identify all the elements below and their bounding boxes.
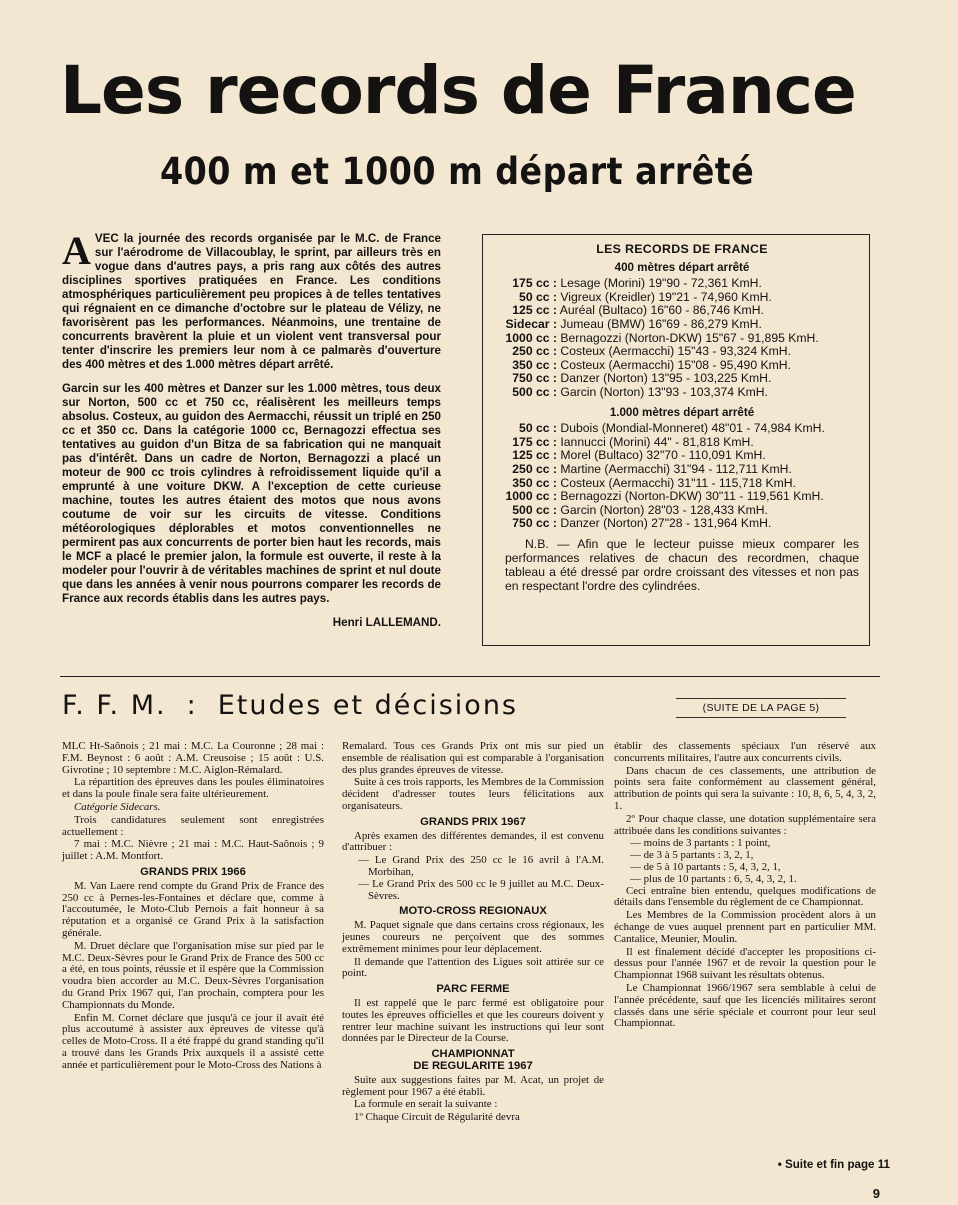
col3-paragraph: Les Membres de la Commission procèdent alors à un échange de vues auquel prennent part en particulier MM. Cantalice, Meunier, Moulin.: [614, 909, 876, 945]
col2-paragraph: Après examen des différentes demandes, il est convenu d'attribuer :: [342, 829, 604, 854]
col2-heading: PARC FERME: [436, 983, 510, 996]
record-category: 750 cc :: [512, 516, 557, 531]
record-entry: [505, 345, 859, 359]
records-list-400: [505, 277, 859, 399]
col2-heading: MOTO-CROSS REGIONAUX: [399, 905, 547, 918]
record-category: 1000 cc :: [505, 330, 557, 345]
record-detail: Auréal (Bultaco) 16"60 - 86,746 KmH.: [559, 303, 764, 318]
record-entry: [505, 386, 859, 400]
col1-subheading: Catégorie Sidecars.: [74, 800, 161, 813]
record-category: 500 cc :: [512, 384, 557, 399]
col2-paragraph: Remalard. Tous ces Grands Prix ont mis sur pied un ensemble de réalisation qui est comparable à l'organisation des plus grandes épreuves de vitesse.: [342, 740, 604, 776]
col2-paragraph: 1º Chaque Circuit de Régularité devra: [354, 1111, 520, 1124]
record-category: 350 cc :: [512, 357, 557, 372]
records-section-1000: 1.000 mètres départ arrêté: [609, 405, 755, 419]
intro-paragraph-1: [62, 228, 441, 372]
record-category: 1000 cc :: [505, 489, 557, 504]
record-category: 50 cc :: [519, 289, 557, 304]
record-entry: [505, 291, 859, 305]
col3-paragraph: 2º Pour chaque classe, une dotation supplémentaire sera attribuée dans les conditions suivantes :: [614, 812, 876, 837]
record-entry: [505, 318, 859, 332]
col2-paragraph: M. Paquet signale que dans certains cross régionaux, les jeunes coureurs ne perçoivent que des sommes extrêmement minimes pour leur déplacement.: [342, 919, 604, 955]
record-category: 50 cc :: [519, 421, 557, 436]
list-item: — moins de 3 partants : 1 point,: [630, 837, 771, 850]
continued-on-label: • Suite et fin page 11: [777, 1158, 890, 1171]
author-signature: Henri LALLEMAND.: [332, 616, 441, 629]
col2-heading: [342, 1049, 604, 1073]
record-category: 125 cc :: [512, 303, 557, 318]
record-entry: [505, 517, 859, 531]
article-column-3: [614, 741, 876, 1031]
record-detail: Costeux (Aermacchi) 31"11 - 115,718 KmH.: [560, 475, 796, 490]
records-table-box: [482, 234, 870, 646]
col3-paragraph: Dans chacun de ces classements, une attribution de points sera faite conformément au classement général, attribution de points qui sera la suivante : 10, 8, 6, 5, 4, 3, 2, 1.: [614, 764, 876, 812]
record-detail: Danzer (Norton) 13"95 - 103,225 KmH.: [560, 371, 772, 386]
col2-paragraph: Suite aux suggestions faites par M. Acat, un projet de règlement pour 1967 a été établi.: [342, 1073, 604, 1098]
record-entry: [505, 277, 859, 291]
records-list-1000: [505, 422, 859, 531]
intro-article: [62, 228, 441, 630]
record-category: 175 cc :: [512, 276, 557, 291]
records-section-400: 400 mètres départ arrêté: [614, 260, 750, 274]
list-item: — Le Grand Prix des 500 cc le 9 juillet au M.C. Deux-Sèvres.: [358, 877, 604, 902]
record-detail: Dubois (Mondial-Monneret) 48"01 - 74,984 KmH.: [560, 421, 825, 436]
record-entry: [505, 477, 859, 491]
page-number: 9: [872, 1186, 880, 1201]
col1-paragraph: MLC Ht-Saônois ; 21 mai : M.C. La Couronne ; 28 mai : F.M. Beynost : 6 août : A.M. Creusoise ; 15 août : U.S. Givrotine ; 10 septembre : M.C. Aiglon-Rémalard.: [62, 740, 324, 776]
list-item: — Le Grand Prix des 250 cc le 16 avril à l'A.M. Morbihan,: [358, 854, 604, 878]
list-item: — plus de 10 partants : 6, 5, 4, 3, 2, 1.: [630, 872, 797, 885]
article-column-2: [342, 741, 604, 1125]
record-detail: Iannucci (Morini) 44" - 81,818 KmH.: [560, 434, 754, 449]
col1-paragraph: 7 mai : M.C. Nièvre ; 21 mai : M.C. Haut-Saônois ; 9 juillet : A.M. Montfort.: [62, 838, 324, 863]
col2-paragraph: Il demande que l'attention des Ligues soit attirée sur ce point.: [342, 955, 604, 980]
record-category: 250 cc :: [512, 344, 557, 359]
records-note: N.B. — Afin que le lecteur puisse mieux comparer les performances relatives de chacun des recordmen, chaque tableau a été dressé par ordre croissant des vitesses et non pas en respectant l'ordre des cylindrées.: [505, 536, 859, 593]
record-entry: [505, 304, 859, 318]
col2-heading: GRANDS PRIX 1967: [420, 815, 526, 828]
col1-paragraph: La répartition des épreuves dans les poules éliminatoires et dans la poule finale sera faite ultérieurement.: [62, 776, 324, 801]
record-category: 250 cc :: [512, 461, 557, 476]
heading-line: CHAMPIONNAT: [431, 1048, 515, 1061]
record-category: 750 cc :: [512, 371, 557, 386]
record-detail: Bernagozzi (Norton-DKW) 30"11 - 119,561 KmH.: [560, 489, 824, 504]
intro-paragraph-2: Garcin sur les 400 mètres et Danzer sur les 1.000 mètres, tous deux sur Norton, 500 cc et 750 cc, réalisèrent les meilleurs temps absolus. Costeux, au guidon des Aermacchi, réussit un triplé en 250 cc et 350 cc. Dans la catégorie 1000 cc, Bernagozzi effectua ses tentatives au guidon d'un Bitza de sa fabrication qui ne manquait pas d'intérêt. Dans un cadre de Norton, Bernagozzi a placé un moteur de 900 cc trois cylindres à refroidissement liquide qu'il a emprunté à une voiture DKW. A l'exception de cette curieuse machine, toutes les autres étaient des motos que nous avons coutume de voir sur les circuits de vitesse. Conditions météorologiques déplorables et motos conventionnelles ne permirent pas aux concurrents de porter bien haut les records, mais le MCF a placé le premier jalon, la formule est ouverte, il reste à la modeler pour l'ouvrir à de véritables machines de sprint et nul doute que dans les années à venir nous pourrons comparer les records de France aux records établis dans les autres pays.: [62, 382, 441, 605]
page-title: Les records de France: [60, 52, 856, 129]
col3-list: [614, 838, 876, 885]
col3-paragraph: Il est finalement décidé d'accepter les propositions ci-dessus pour l'année 1967 et de revoir la question pour le Championnat 1968 suivant les résultats obtenus.: [614, 945, 876, 982]
list-item: — de 3 à 5 partants : 3, 2, 1,: [630, 849, 754, 862]
record-detail: Garcin (Norton) 28"03 - 128,433 KmH.: [560, 502, 768, 517]
record-detail: Costeux (Aermacchi) 15"08 - 95,490 KmH.: [560, 357, 791, 372]
heading-line: DE REGULARITE 1967: [413, 1059, 533, 1072]
record-entry: [505, 449, 859, 463]
col1-heading: GRANDS PRIX 1966: [140, 865, 246, 878]
col2-list: [342, 855, 604, 902]
drop-cap: A: [62, 228, 91, 273]
record-entry: [505, 422, 859, 436]
col1-paragraph: M. Van Laere rend compte du Grand Prix de France des 250 cc à Pernes-les-Fontaines et déclare que, comme à l'accoutumée, le Moto-Club Pernois a fait honneur à sa réputation et a organisé ce Grand Prix à la satisfaction générale.: [62, 879, 324, 939]
record-detail: Jumeau (BMW) 16"69 - 86,279 KmH.: [560, 316, 762, 331]
article-column-1: [62, 741, 324, 1073]
record-entry: [505, 332, 859, 346]
record-entry: [505, 436, 859, 450]
record-category: 125 cc :: [512, 448, 557, 463]
record-detail: Garcin (Norton) 13"93 - 103,374 KmH.: [560, 384, 768, 399]
col1-paragraph: M. Druet déclare que l'organisation mise sur pied par le M.C. Deux-Sèvres pour le Grand Prix de France des 500 cc a été, en tous points, réussie et il espère que la Commission voudra bien accorder au M.C. Deux-Sèvres l'organisation du Grand Prix 1967 qui, l'an prochain, comptera pour les Championnats du Monde.: [62, 939, 324, 1011]
section-divider: [60, 676, 880, 677]
col2-paragraph: Suite à ces trois rapports, les Membres de la Commission décident d'adresser toutes leurs félicitations aux organisateurs.: [342, 776, 604, 812]
record-detail: Vigreux (Kreidler) 19"21 - 74,960 KmH.: [560, 289, 772, 304]
col3-paragraph: établir des classements spéciaux l'un réservé aux concurrents militaires, l'autre aux concurrents civils.: [614, 740, 876, 764]
col1-paragraph: Trois candidatures seulement sont enregistrées actuellement :: [62, 813, 324, 838]
record-entry: [505, 372, 859, 386]
record-detail: Danzer (Norton) 27"28 - 131,964 KmH.: [560, 516, 772, 531]
continued-from-label: (SUITE DE LA PAGE 5): [676, 698, 846, 718]
ffm-label: F. F. M.: [62, 690, 167, 721]
col2-paragraph: La formule en serait la suivante :: [354, 1098, 498, 1111]
record-entry: [505, 504, 859, 518]
page-subtitle: 400 m et 1000 m départ arrêté: [160, 150, 755, 193]
record-entry: [505, 490, 859, 504]
intro-text-1: VEC la journée des records organisée par le M.C. de France sur l'aérodrome de Villacoublay, le sprint, par ailleurs très en vogue dans d'autres pays, a pris rang aux côtés des autres disciplines sportives pratiquées en France. Les conditions atmosphériques particulièrement peu propices à de telles tentatives qui régnaient en ce dimanche d'octobre sur le plateau de Vélizy, ne favorisèrent pas les performances. Néanmoins, une trentaine de concurrents bravèrent la pluie et un violent vent transversal pour tenter d'inscrire les premiers leur nom à ce palmarès d'ouverture des 400 mètres et des 1.000 mètres départ arrêté.: [62, 232, 441, 371]
col2-paragraph: Il est rappelé que le parc fermé est obligatoire pour toutes les épreuves officielles et que les coureurs doivent y rentrer leur machine suivant les instructions qui leur sont données par le Directeur de la Course.: [342, 996, 604, 1045]
record-detail: Morel (Bultaco) 32"70 - 110,091 KmH.: [560, 448, 766, 463]
records-title: LES RECORDS DE FRANCE: [596, 242, 768, 256]
record-category: 350 cc :: [512, 475, 557, 490]
record-entry: [505, 359, 859, 373]
record-category: Sidecar :: [505, 316, 557, 331]
record-category: 175 cc :: [512, 434, 557, 449]
record-detail: Lesage (Morini) 19"90 - 72,361 KmH.: [560, 276, 762, 291]
ffm-separator: :: [186, 690, 198, 721]
record-detail: Bernagozzi (Norton-DKW) 15"67 - 91,895 KmH.: [560, 330, 819, 345]
ffm-topic: Etudes et décisions: [217, 690, 519, 721]
record-detail: Martine (Aermacchi) 31"94 - 112,711 KmH.: [560, 461, 792, 476]
record-entry: [505, 463, 859, 477]
list-item: — de 5 à 10 partants : 5, 4, 3, 2, 1,: [630, 860, 781, 873]
col1-paragraph: Enfin M. Cornet déclare que jusqu'à ce jour il avait été plus accoutumé à assister aux épreuves de vitesse qu'à celles de Moto-Cross. Il a été frappé du grand standing qu'il a trouvé dans les Grands Prix auxquels il a assisté cette année et particulièrement pour le Moto-Cross des Nations à: [62, 1011, 324, 1071]
record-detail: Costeux (Aermacchi) 15"43 - 93,324 KmH.: [560, 344, 791, 359]
record-category: 500 cc :: [512, 502, 557, 517]
col3-paragraph: Le Championnat 1966/1967 sera semblable à celui de l'année précédente, sauf que les licenciés militaires seront classés dans une série spéciale et courront pour leur seul Championnat.: [614, 981, 876, 1030]
ffm-section-heading: [62, 690, 662, 721]
col3-paragraph: Ceci entraîne bien entendu, quelques modifications de détails dans l'ensemble du règlement de ce Championnat.: [614, 884, 876, 909]
